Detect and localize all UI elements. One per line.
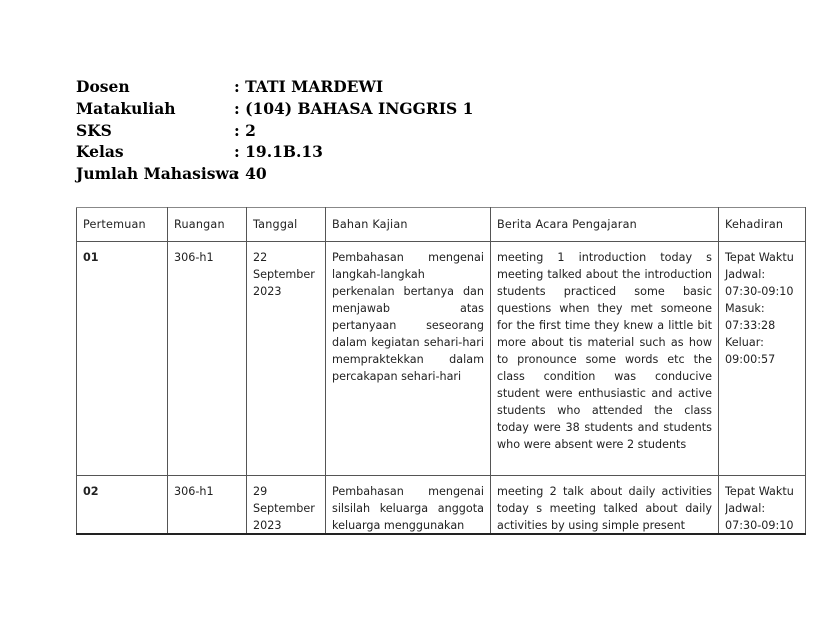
cell-berita-acara	[491, 476, 719, 535]
table-row	[77, 476, 806, 535]
cell-pertemuan: 01	[77, 242, 168, 476]
course-info	[76, 76, 473, 185]
dosen-row	[76, 76, 473, 98]
jumlah-row	[76, 163, 473, 185]
header-berita-acara: Berita Acara Pengajaran	[491, 208, 719, 242]
header-pertemuan: Pertemuan	[77, 208, 168, 242]
cell-pertemuan	[77, 476, 168, 535]
header-kehadiran: Kehadiran	[719, 208, 806, 242]
matakuliah-label: Matakuliah	[76, 98, 176, 118]
kelas-label: Kelas	[76, 142, 124, 162]
cell-tanggal: 22 September 2023	[247, 242, 326, 476]
table-header-row	[77, 208, 806, 242]
matakuliah-row	[76, 98, 473, 120]
cell-pertemuan-text: 02	[83, 485, 99, 498]
table-row	[77, 242, 806, 476]
header-tanggal: Tanggal	[247, 208, 326, 242]
cell-ruangan: 306-h1	[168, 242, 247, 476]
cell-bahan-kajian	[326, 476, 491, 535]
cell-ruangan	[168, 476, 247, 535]
header-bahan-kajian: Bahan Kajian	[326, 208, 491, 242]
cell-tanggal-text: 29 September 2023	[253, 485, 315, 532]
jumlah-value: : 40	[234, 164, 267, 184]
cell-kehadiran: Tepat Waktu Jadwal: 07:30-09:10 Masuk: 07:33:28 Keluar: 09:00:57	[719, 242, 806, 476]
matakuliah-value: : (104) BAHASA INGGRIS 1	[234, 98, 474, 118]
jumlah-label: Jumlah Mahasiswa	[76, 164, 239, 184]
kelas-value: : 19.1B.13	[234, 142, 323, 162]
cell-kehadiran-text: Tepat Waktu Jadwal: 07:30-09:10	[725, 485, 794, 532]
sks-label: SKS	[76, 120, 112, 140]
header-ruangan: Ruangan	[168, 208, 247, 242]
cell-ruangan-text: 306-h1	[174, 485, 214, 498]
cell-berita-acara: meeting 1 introduction today s meeting talked about the introduction students practiced some basic questions when they met someone for the first time they knew a little bit more about tis material such as how to pronounce some words etc the class condition was conducive student were enthusiastic and active students who attended the class today were 38 students and students who were absent were 2 students	[491, 242, 719, 476]
sks-row	[76, 120, 473, 142]
kelas-row	[76, 141, 473, 163]
cell-tanggal	[247, 476, 326, 535]
attendance-table	[76, 207, 806, 535]
dosen-label: Dosen	[76, 77, 130, 96]
cell-bahan-kajian: Pembahasan mengenai langkah-langkah perkenalan bertanya dan menjawab atas pertanyaan seseorang dalam kegiatan sehari-hari mempraktekkan dalam percakapan sehari-hari	[326, 242, 491, 476]
sks-value: : 2	[234, 120, 256, 140]
cell-bahan-kajian-text: Pembahasan mengenai silsilah keluarga anggota keluarga menggunakan	[332, 485, 484, 532]
cell-kehadiran	[719, 476, 806, 535]
cell-berita-acara-text: meeting 2 talk about daily activities today s meeting talked about daily activities by using simple present	[497, 485, 712, 532]
dosen-value: : TATI MARDEWI	[234, 77, 384, 96]
